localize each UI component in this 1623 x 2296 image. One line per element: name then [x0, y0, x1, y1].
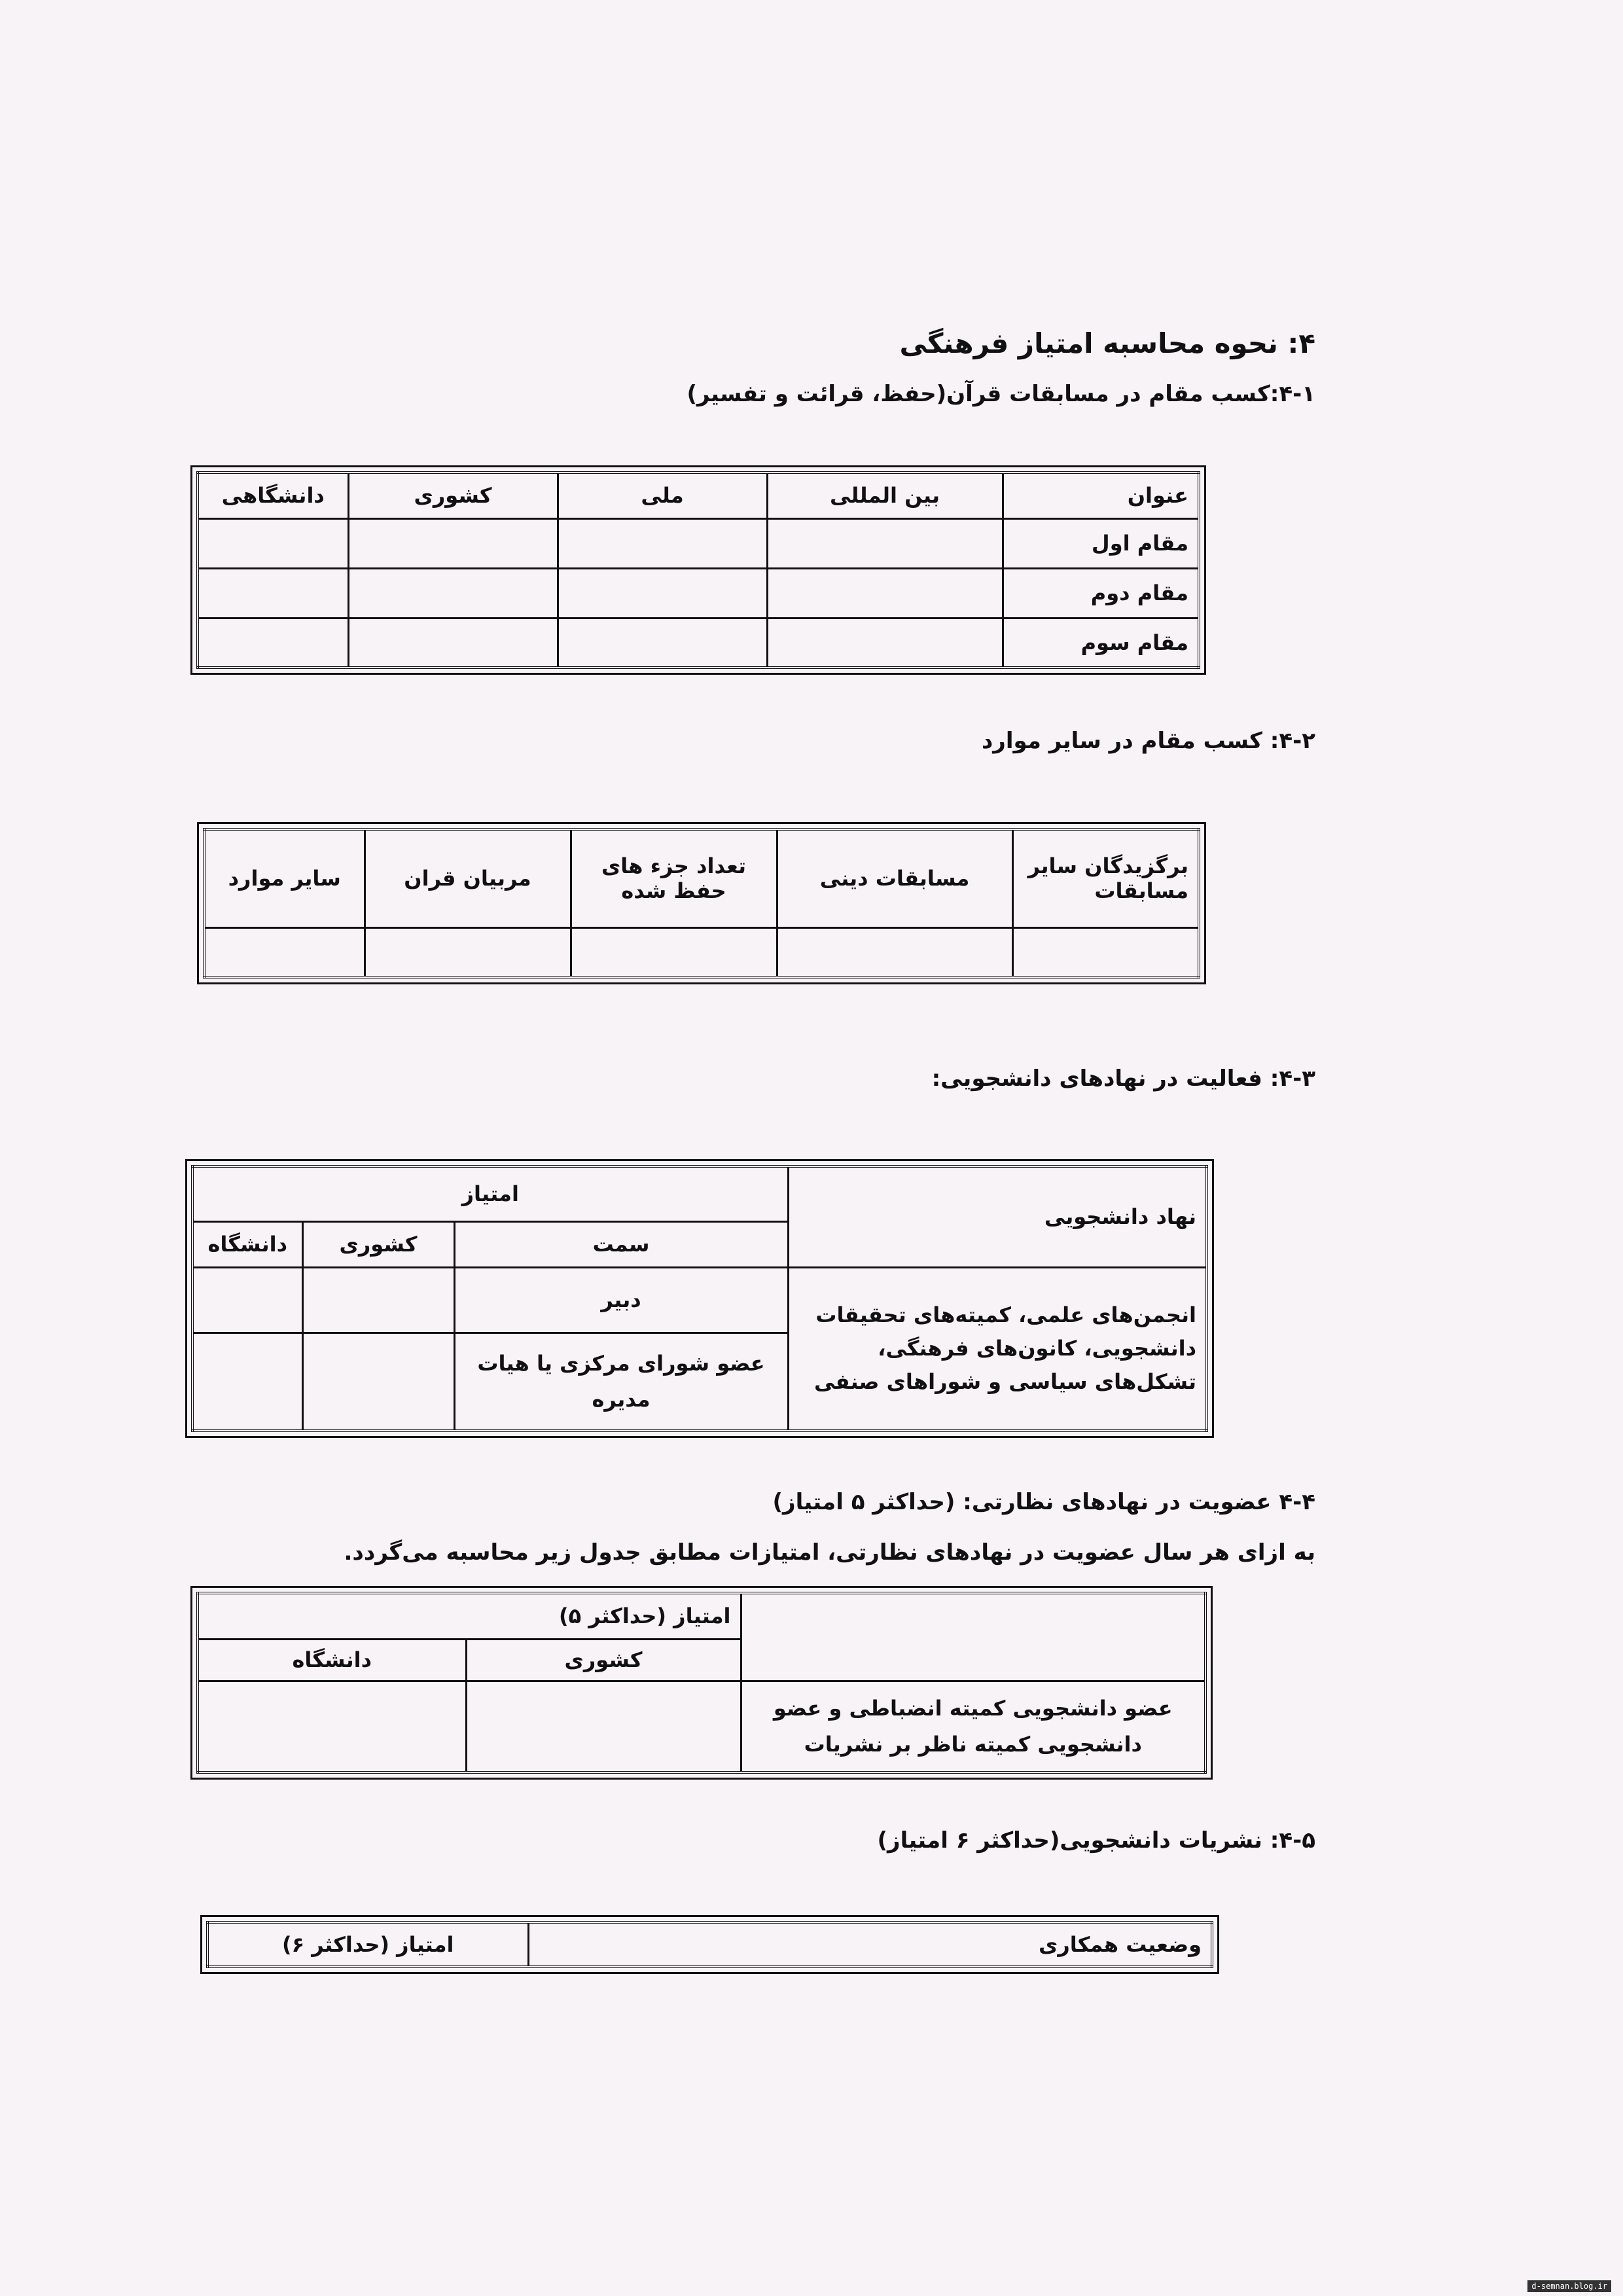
empty-cell: [204, 927, 365, 977]
header-org: نهاد دانشجویی: [788, 1166, 1207, 1267]
empty-cell: [777, 927, 1012, 977]
header-university: دانشگاه: [192, 1221, 302, 1267]
subsection-heading-4-1: ۴-۱:کسب مقام در مسابقات قرآن(حفظ، قرائت و تفسیر): [687, 381, 1315, 407]
header-national: ملی: [558, 473, 767, 518]
empty-cell: [571, 927, 777, 977]
empty-cell: [558, 568, 767, 618]
empty-cell: [302, 1267, 454, 1333]
org-description: انجمن‌های علمی، کمیته‌های تحقیقات دانشجویی، کانون‌های فرهنگی، تشکل‌های سیاسی و شوراهای صنفی: [788, 1267, 1207, 1431]
header-international: بین المللی: [767, 473, 1003, 518]
row-label: مقام دوم: [1003, 568, 1199, 618]
role-council-member: عضو شورای مرکزی یا هیات مدیره: [454, 1333, 788, 1431]
empty-cell: [348, 568, 558, 618]
subsection-heading-4-5: ۴-۵: نشریات دانشجویی(حداکثر ۶ امتیاز): [877, 1827, 1315, 1854]
empty-cell: [767, 568, 1003, 618]
subsection-heading-4-2: ۴-۲: کسب مقام در سایر موارد: [981, 728, 1315, 754]
other-awards-table: [203, 828, 1200, 978]
header-role: سمت: [454, 1221, 788, 1267]
empty-cell: [192, 1333, 302, 1431]
header-religious: مسابقات دینی: [777, 829, 1012, 927]
empty-cell: [365, 927, 571, 977]
header-other-winners: برگزیدگان سایر مسابقات: [1012, 829, 1199, 927]
header-university: دانشگاهی: [198, 473, 348, 518]
empty-cell: [348, 518, 558, 568]
row-label: مقام سوم: [1003, 618, 1199, 668]
empty-cell: [767, 518, 1003, 568]
header-blank: [741, 1593, 1205, 1681]
header-country: کشوری: [348, 473, 558, 518]
row-label: مقام اول: [1003, 518, 1199, 568]
empty-cell: [198, 518, 348, 568]
header-country: کشوری: [302, 1221, 454, 1267]
empty-cell: [558, 618, 767, 668]
role-secretary: دبیر: [454, 1267, 788, 1333]
empty-cell: [466, 1681, 741, 1772]
empty-cell: [198, 618, 348, 668]
header-score: امتیاز (حداکثر ۶): [207, 1922, 528, 1967]
empty-cell: [1012, 927, 1199, 977]
supervisory-org-table: [196, 1592, 1207, 1774]
header-university: دانشگاه: [198, 1639, 466, 1681]
student-org-table: [191, 1165, 1208, 1432]
header-memorized-parts: تعداد جزء های حفظ شده: [571, 829, 777, 927]
header-score: امتیاز (حداکثر ۵): [198, 1593, 741, 1639]
subsection-heading-4-4: ۴-۴ عضویت در نهادهای نظارتی: (حداکثر ۵ امتیاز): [772, 1489, 1315, 1515]
row-description: عضو دانشجویی کمیته انضباطی و عضو دانشجویی کمیته ناظر بر نشریات: [741, 1681, 1205, 1772]
empty-cell: [302, 1333, 454, 1431]
empty-cell: [558, 518, 767, 568]
header-other: سایر موارد: [204, 829, 365, 927]
watermark-url: d-semnan.blog.ir: [1527, 2280, 1611, 2292]
quran-competition-table: [196, 471, 1200, 669]
empty-cell: [767, 618, 1003, 668]
empty-cell: [192, 1267, 302, 1333]
header-status: وضعیت همکاری: [528, 1922, 1212, 1967]
header-country: کشوری: [466, 1639, 741, 1681]
header-quran-coaches: مربیان قران: [365, 829, 571, 927]
section-title: ۴: نحوه محاسبه امتیاز فرهنگی: [899, 327, 1315, 359]
empty-cell: [198, 1681, 466, 1772]
subsection-note-4-4: به ازای هر سال عضویت در نهادهای نظارتی، امتیازات مطابق جدول زیر محاسبه می‌گردد.: [344, 1539, 1315, 1566]
subsection-heading-4-3: ۴-۳: فعالیت در نهادهای دانشجویی:: [931, 1066, 1315, 1092]
header-score: امتیاز: [192, 1166, 788, 1221]
empty-cell: [348, 618, 558, 668]
publications-table: [206, 1921, 1213, 1968]
empty-cell: [198, 568, 348, 618]
header-title: عنوان: [1003, 473, 1199, 518]
